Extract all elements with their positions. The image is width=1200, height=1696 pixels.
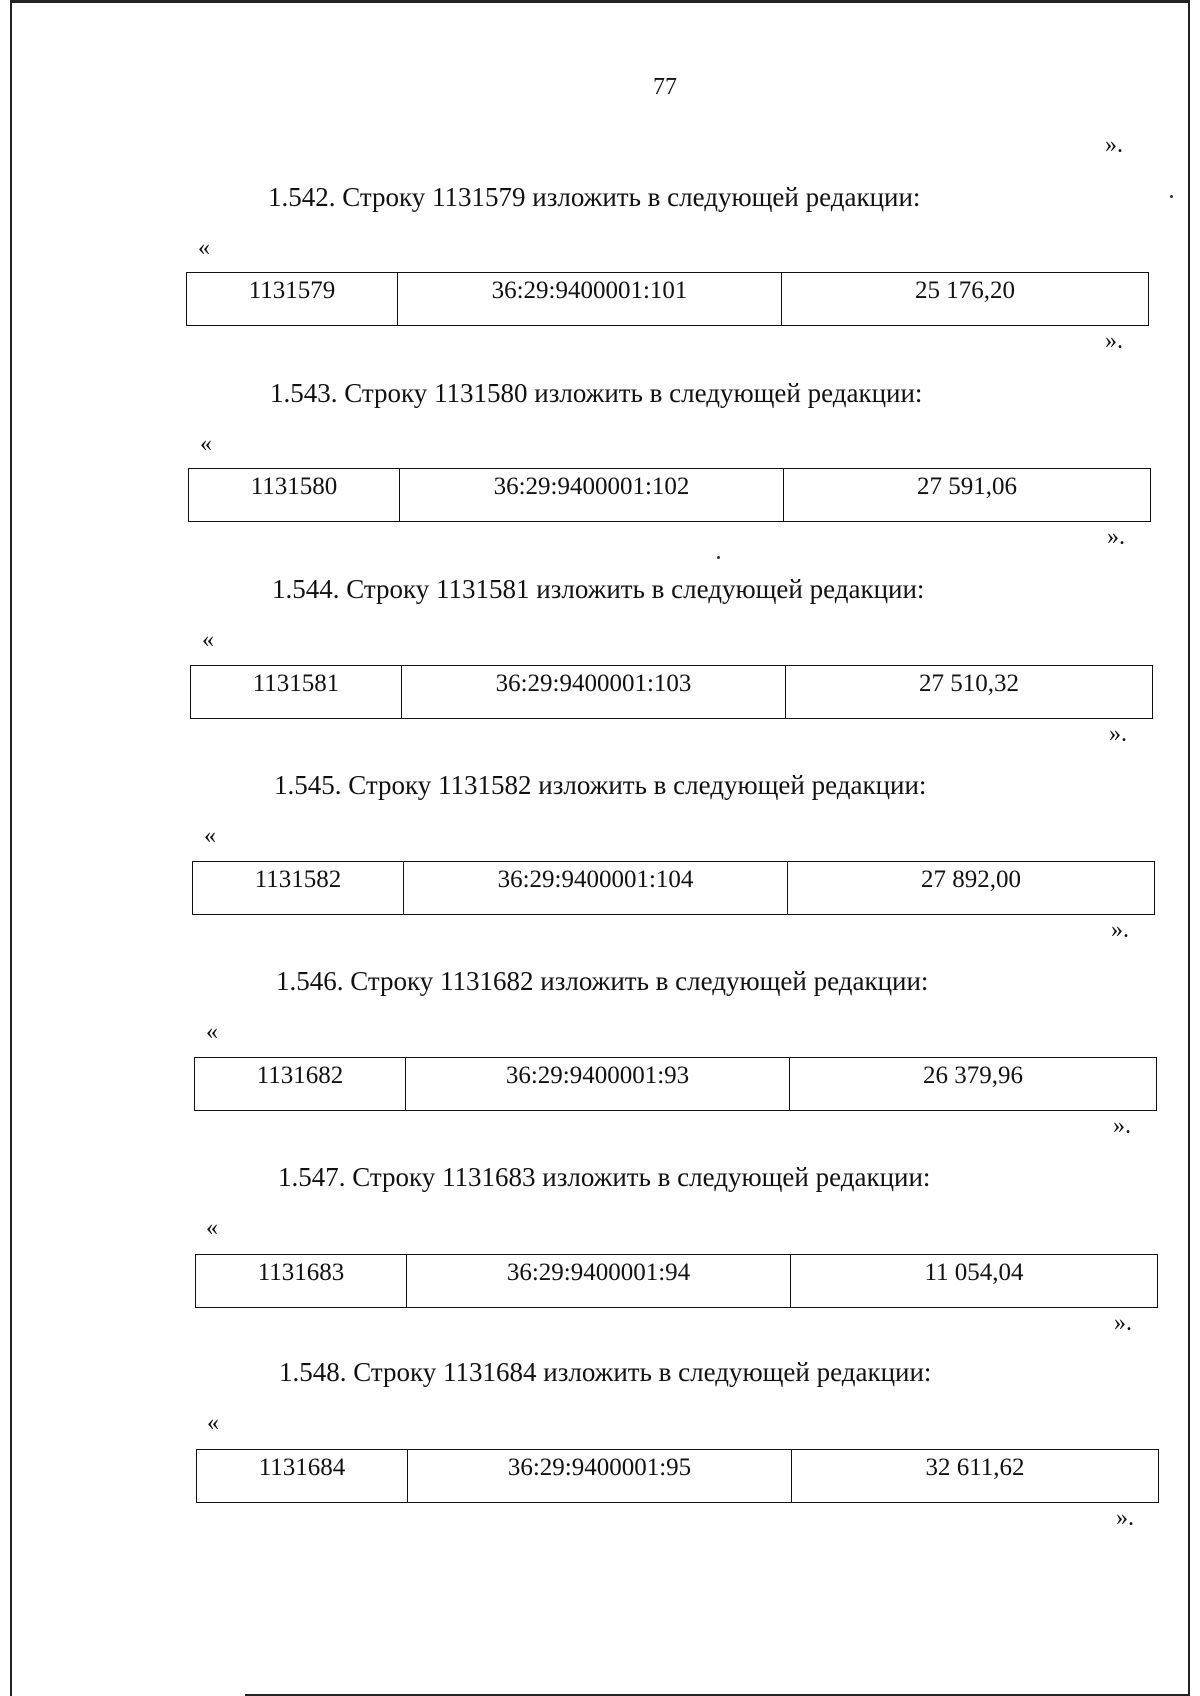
table-row xyxy=(197,1450,1159,1503)
value-cell: 11 054,04 xyxy=(791,1255,1158,1308)
table-row xyxy=(189,469,1151,522)
table-row xyxy=(187,273,1149,326)
amendment-heading: 1.547. Строку 1131683 изложить в следующей редакции: xyxy=(278,1162,931,1192)
opening-quote: « xyxy=(207,1410,219,1436)
value-cell: 27 892,00 xyxy=(788,862,1155,915)
closing-quote: ». xyxy=(1116,1505,1134,1531)
opening-quote: « xyxy=(200,431,212,457)
table-row xyxy=(191,666,1153,719)
amendment-table xyxy=(196,1449,1159,1503)
initial-closing-quote: ». xyxy=(1105,132,1123,158)
page-border-left xyxy=(10,0,12,1696)
closing-quote: ». xyxy=(1109,721,1127,747)
table-row xyxy=(195,1058,1157,1111)
cadastre-number-cell: 36:29:9400001:94 xyxy=(407,1255,791,1308)
cadastre-number-cell: 36:29:9400001:102 xyxy=(400,469,784,522)
value-cell: 25 176,20 xyxy=(782,273,1149,326)
amendment-heading: 1.543. Строку 1131580 изложить в следующей редакции: xyxy=(270,378,923,408)
scan-speck xyxy=(1170,195,1173,198)
cadastre-number-cell: 36:29:9400001:93 xyxy=(406,1058,790,1111)
closing-quote: ». xyxy=(1114,1310,1132,1336)
closing-quote: ». xyxy=(1105,328,1123,354)
amendment-table xyxy=(190,665,1153,719)
opening-quote: « xyxy=(206,1019,218,1045)
value-cell: 27 510,32 xyxy=(786,666,1153,719)
opening-quote: « xyxy=(204,823,216,849)
row-code-cell: 1131684 xyxy=(197,1450,408,1503)
table-row xyxy=(193,862,1155,915)
cadastre-number-cell: 36:29:9400001:95 xyxy=(408,1450,792,1503)
row-code-cell: 1131581 xyxy=(191,666,402,719)
value-cell: 32 611,62 xyxy=(792,1450,1159,1503)
amendment-heading: 1.545. Строку 1131582 изложить в следующей редакции: xyxy=(274,770,927,800)
row-code-cell: 1131579 xyxy=(187,273,398,326)
amendment-heading: 1.542. Строку 1131579 изложить в следующей редакции: xyxy=(268,182,921,212)
opening-quote: « xyxy=(198,235,210,261)
amendment-table xyxy=(188,468,1151,522)
amendment-table xyxy=(186,272,1149,326)
value-cell: 26 379,96 xyxy=(790,1058,1157,1111)
amendment-heading: 1.548. Строку 1131684 изложить в следующей редакции: xyxy=(279,1357,932,1387)
cadastre-number-cell: 36:29:9400001:101 xyxy=(398,273,782,326)
page-number: 77 xyxy=(653,74,677,100)
closing-quote: ». xyxy=(1107,524,1125,550)
cadastre-number-cell: 36:29:9400001:104 xyxy=(404,862,788,915)
page-border-right xyxy=(1188,0,1190,1696)
amendment-table xyxy=(194,1057,1157,1111)
table-row xyxy=(196,1255,1158,1308)
row-code-cell: 1131582 xyxy=(193,862,404,915)
scan-speck xyxy=(717,556,720,559)
row-code-cell: 1131682 xyxy=(195,1058,406,1111)
cadastre-number-cell: 36:29:9400001:103 xyxy=(402,666,786,719)
opening-quote: « xyxy=(202,627,214,653)
row-code-cell: 1131580 xyxy=(189,469,400,522)
amendment-table xyxy=(195,1254,1158,1308)
row-code-cell: 1131683 xyxy=(196,1255,407,1308)
amendment-heading: 1.546. Строку 1131682 изложить в следующей редакции: xyxy=(276,966,929,996)
page-border-top xyxy=(10,0,1190,3)
closing-quote: ». xyxy=(1113,1113,1131,1139)
closing-quote: ». xyxy=(1111,917,1129,943)
value-cell: 27 591,06 xyxy=(784,469,1151,522)
amendment-heading: 1.544. Строку 1131581 изложить в следующей редакции: xyxy=(272,574,925,604)
amendment-table xyxy=(192,861,1155,915)
opening-quote: « xyxy=(206,1215,218,1241)
